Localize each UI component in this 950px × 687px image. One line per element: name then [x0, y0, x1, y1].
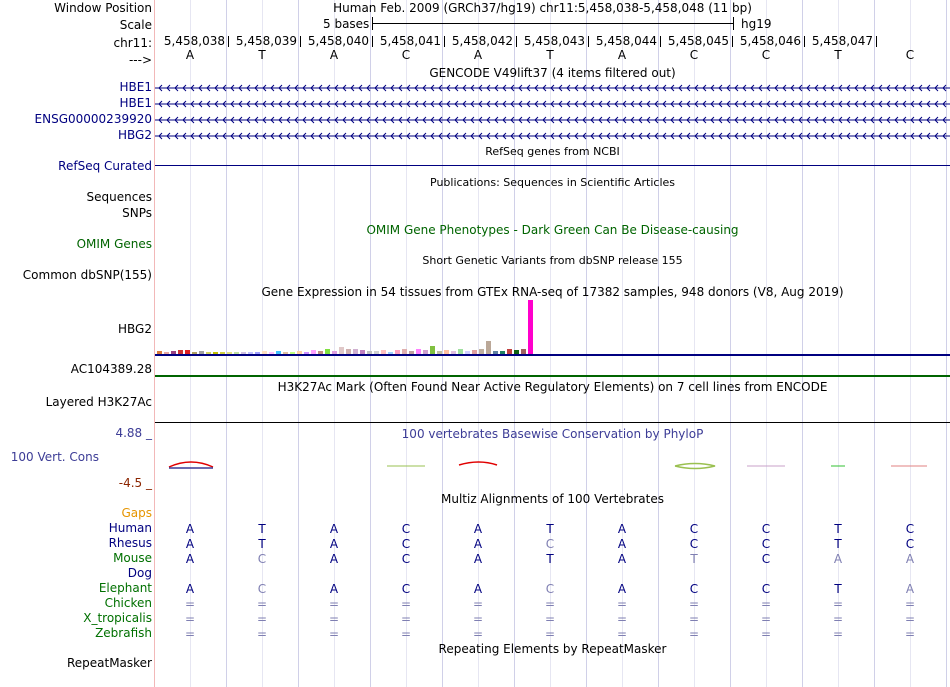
base-letter: T — [258, 48, 266, 62]
alignment-base-elephant: C — [401, 582, 411, 596]
alignment-base-zebrafish: = — [832, 627, 844, 641]
label-refseq[interactable]: RefSeq Curated — [58, 159, 152, 173]
alignment-base-rhesus: C — [545, 537, 555, 551]
base-letter: A — [329, 48, 339, 62]
alignment-base-xtrop: = — [256, 612, 268, 626]
alignment-base-chicken: = — [184, 597, 196, 611]
label-h3k27ac[interactable]: Layered H3K27Ac — [45, 395, 152, 409]
alignment-base-zebrafish: = — [472, 627, 484, 641]
alignment-base-elephant: C — [761, 582, 771, 596]
alignment-base-rhesus: T — [258, 537, 266, 551]
alignment-base-xtrop: = — [616, 612, 628, 626]
alignment-base-elephant: A — [185, 582, 195, 596]
label-strand[interactable]: ---> — [128, 53, 152, 67]
alignment-base-human: A — [473, 522, 483, 536]
coordinate-label[interactable]: 5,458,038 — [163, 34, 225, 48]
coordinate-tick — [588, 36, 589, 47]
alignment-base-xtrop: = — [472, 612, 484, 626]
phylop-signal[interactable] — [155, 455, 950, 475]
alignment-base-xtrop: = — [544, 612, 556, 626]
alignment-base-xtrop: = — [688, 612, 700, 626]
alignment-base-chicken: = — [256, 597, 268, 611]
alignment-base-zebrafish: = — [688, 627, 700, 641]
alignment-base-mouse: A — [905, 552, 915, 566]
alignment-base-chicken: = — [688, 597, 700, 611]
coordinate-label[interactable]: 5,458,039 — [235, 34, 297, 48]
h3k27ac-title: H3K27Ac Mark (Often Found Near Active Regulatory Elements) on 7 cell lines from ENCODE — [277, 380, 828, 394]
coordinate-label[interactable]: 5,458,047 — [811, 34, 873, 48]
gtex-bar-chart[interactable] — [155, 300, 535, 354]
label-hbg2-gtex[interactable]: HBG2 — [118, 322, 152, 336]
gtex-tissue-bar[interactable] — [486, 341, 491, 354]
label-scale: Scale — [119, 18, 152, 32]
alignment-base-zebrafish: = — [616, 627, 628, 641]
alignment-base-human: C — [761, 522, 771, 536]
alignment-base-rhesus: A — [185, 537, 195, 551]
coordinate-label[interactable]: 5,458,041 — [379, 34, 441, 48]
gtex-tissue-bar[interactable] — [528, 300, 533, 354]
alignment-base-elephant: C — [257, 582, 267, 596]
gtex-tissue-bar[interactable] — [339, 347, 344, 354]
alignment-base-mouse: A — [473, 552, 483, 566]
alignment-base-human: C — [689, 522, 699, 536]
label-sequences[interactable]: Sequences — [86, 190, 152, 204]
label-elephant: Elephant — [98, 581, 152, 595]
scale-bar — [372, 17, 734, 31]
base-letter: C — [905, 48, 915, 62]
alignment-base-elephant: C — [689, 582, 699, 596]
label-ac104389[interactable]: AC104389.28 — [70, 362, 152, 376]
alignment-base-xtrop: = — [184, 612, 196, 626]
alignment-base-zebrafish: = — [544, 627, 556, 641]
coordinate-tick — [804, 36, 805, 47]
label-xtrop: X_tropicalis — [83, 611, 152, 625]
publications-title: Publications: Sequences in Scientific Articles — [430, 176, 675, 189]
base-letter: A — [473, 48, 483, 62]
base-letter: A — [617, 48, 627, 62]
coordinate-tick — [228, 36, 229, 47]
alignment-base-chicken: = — [328, 597, 340, 611]
gtex-tissue-bar[interactable] — [430, 346, 435, 354]
alignment-base-human: C — [905, 522, 915, 536]
alignment-base-mouse: A — [617, 552, 627, 566]
label-repeatmasker[interactable]: RepeatMasker — [66, 656, 152, 670]
coordinate-label[interactable]: 5,458,040 — [307, 34, 369, 48]
alignment-base-zebrafish: = — [256, 627, 268, 641]
alignment-base-zebrafish: = — [760, 627, 772, 641]
coordinate-tick — [372, 36, 373, 47]
alignment-base-xtrop: = — [760, 612, 772, 626]
alignment-base-rhesus: C — [905, 537, 915, 551]
label-omim[interactable]: OMIM Genes — [76, 237, 152, 251]
alignment-base-mouse: C — [761, 552, 771, 566]
base-letter: C — [689, 48, 699, 62]
label-hbg2[interactable]: HBG2 — [118, 128, 152, 142]
coordinate-tick — [660, 36, 661, 47]
label-snps[interactable]: SNPs — [122, 206, 152, 220]
alignment-base-rhesus: A — [617, 537, 627, 551]
coordinate-tick — [444, 36, 445, 47]
alignment-base-human: T — [546, 522, 554, 536]
gene-ensg[interactable] — [155, 113, 950, 127]
alignment-base-rhesus: A — [473, 537, 483, 551]
gene-hbe1-a[interactable] — [155, 81, 950, 95]
alignment-base-chicken: = — [544, 597, 556, 611]
refseq-title: RefSeq genes from NCBI — [485, 145, 620, 158]
alignment-base-rhesus: C — [401, 537, 411, 551]
scale-text: 5 bases — [323, 17, 370, 31]
alignment-base-chicken: = — [760, 597, 772, 611]
alignment-base-mouse: A — [329, 552, 339, 566]
alignment-base-mouse: T — [546, 552, 554, 566]
gtex-title: Gene Expression in 54 tissues from GTEx RNA-seq of 17382 samples, 948 donors (V8, Aug 2019) — [261, 285, 844, 299]
label-chrom: chr11: — [113, 36, 152, 50]
gene-hbe1-b[interactable] — [155, 97, 950, 111]
label-ensg[interactable]: ENSG00000239920 — [34, 112, 152, 126]
coordinate-label[interactable]: 5,458,046 — [739, 34, 801, 48]
alignment-base-mouse: T — [690, 552, 698, 566]
alignment-base-human: T — [258, 522, 266, 536]
alignment-base-elephant: A — [473, 582, 483, 596]
alignment-base-mouse: A — [833, 552, 843, 566]
alignment-base-elephant: A — [905, 582, 915, 596]
alignment-base-mouse: C — [257, 552, 267, 566]
alignment-base-zebrafish: = — [400, 627, 412, 641]
alignment-base-zebrafish: = — [184, 627, 196, 641]
alignment-base-rhesus: A — [329, 537, 339, 551]
track-area[interactable] — [155, 0, 950, 687]
alignment-base-rhesus: C — [689, 537, 699, 551]
refseq-line[interactable] — [155, 165, 950, 166]
coordinate-label[interactable]: 5,458,045 — [667, 34, 729, 48]
alignment-base-chicken: = — [904, 597, 916, 611]
alignment-base-elephant: A — [617, 582, 627, 596]
multiz-title: Multiz Alignments of 100 Vertebrates — [440, 492, 665, 506]
label-chicken: Chicken — [104, 596, 152, 610]
repeatmasker-title: Repeating Elements by RepeatMasker — [438, 642, 667, 656]
label-dog: Dog — [127, 566, 152, 580]
alignment-base-zebrafish: = — [904, 627, 916, 641]
label-cons-min: -4.5 _ — [118, 476, 152, 490]
alignment-base-chicken: = — [472, 597, 484, 611]
coordinate-tick — [876, 36, 877, 47]
alignment-base-mouse: C — [401, 552, 411, 566]
coordinate-label[interactable]: 5,458,042 — [451, 34, 513, 48]
alignment-base-rhesus: T — [834, 537, 842, 551]
track-labels — [0, 0, 154, 687]
coordinate-label[interactable]: 5,458,044 — [595, 34, 657, 48]
base-letter: C — [761, 48, 771, 62]
base-letter: A — [185, 48, 195, 62]
position-title: Human Feb. 2009 (GRCh37/hg19) chr11:5,458,038-5,458,048 (11 bp) — [333, 1, 752, 15]
alignment-base-human: A — [617, 522, 627, 536]
gene-hbg2[interactable] — [155, 129, 950, 143]
coordinate-tick — [732, 36, 733, 47]
label-window-position: Window Position — [54, 1, 152, 15]
alignment-base-human: T — [834, 522, 842, 536]
label-mouse: Mouse — [113, 551, 152, 565]
base-letter: T — [546, 48, 554, 62]
coordinate-label[interactable]: 5,458,043 — [523, 34, 585, 48]
alignment-base-human: C — [401, 522, 411, 536]
coordinate-tick — [516, 36, 517, 47]
alignment-base-xtrop: = — [328, 612, 340, 626]
alignment-base-chicken: = — [400, 597, 412, 611]
phylop-title: 100 vertebrates Basewise Conservation by PhyloP — [401, 427, 704, 441]
label-cons[interactable]: 100 Vert. Cons — [10, 450, 99, 464]
alignment-base-human: A — [329, 522, 339, 536]
base-letter: C — [401, 48, 411, 62]
dbsnp-title: Short Genetic Variants from dbSNP release 155 — [422, 254, 683, 267]
alignment-base-chicken: = — [832, 597, 844, 611]
gtex-baseline-ac104389 — [155, 375, 950, 377]
gencode-title: GENCODE V49lift37 (4 items filtered out) — [429, 66, 676, 80]
alignment-base-elephant: T — [834, 582, 842, 596]
alignment-base-human: A — [185, 522, 195, 536]
alignment-base-elephant: C — [545, 582, 555, 596]
h3k27ac-baseline — [155, 422, 950, 423]
alignment-base-zebrafish: = — [328, 627, 340, 641]
alignment-base-xtrop: = — [832, 612, 844, 626]
coordinate-tick — [300, 36, 301, 47]
label-hbe1-b[interactable]: HBE1 — [119, 96, 152, 110]
alignment-base-chicken: = — [616, 597, 628, 611]
assembly-label: hg19 — [741, 17, 772, 31]
label-rhesus: Rhesus — [108, 536, 152, 550]
label-hbe1-a[interactable]: HBE1 — [119, 80, 152, 94]
label-dbsnp[interactable]: Common dbSNP(155) — [22, 268, 152, 282]
omim-title: OMIM Gene Phenotypes - Dark Green Can Be Disease-causing — [366, 223, 739, 237]
alignment-base-mouse: A — [185, 552, 195, 566]
label-cons-max: 4.88 _ — [115, 426, 152, 440]
base-letter: T — [834, 48, 842, 62]
label-zebrafish: Zebrafish — [95, 626, 152, 640]
alignment-base-elephant: A — [329, 582, 339, 596]
gtex-baseline-hbg2 — [155, 354, 950, 356]
label-gaps: Gaps — [121, 506, 152, 520]
alignment-base-rhesus: C — [761, 537, 771, 551]
alignment-base-xtrop: = — [904, 612, 916, 626]
alignment-base-xtrop: = — [400, 612, 412, 626]
label-human: Human — [108, 521, 152, 535]
